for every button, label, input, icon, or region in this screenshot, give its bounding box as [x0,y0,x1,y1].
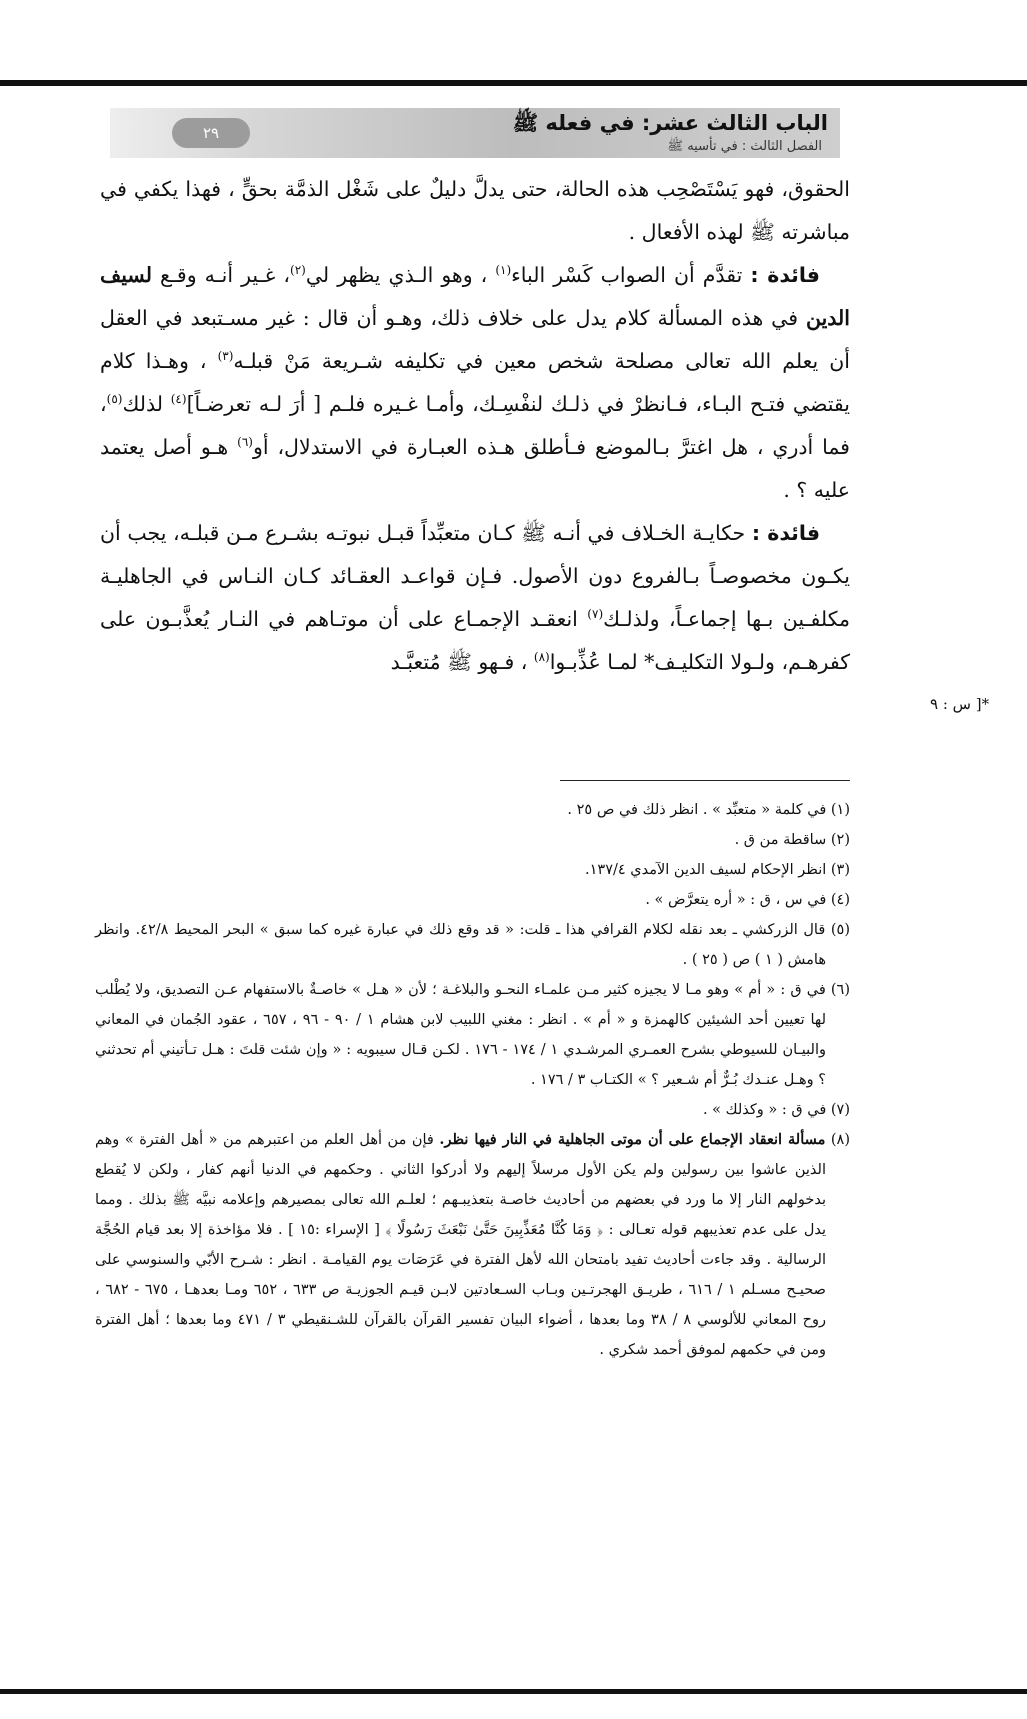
footnote-1: (١) في كلمة « متعبِّد » . انظر ذلك في ص ٢٥ . [567,802,850,818]
main-text [100,168,850,684]
footnote-3: (٣) انظر الإحكام لسيف الدين الآمدي ١٣٧/٤. [585,862,850,878]
paragraph-3: فائدة : حكايـة الخـلاف في أنـه ﷺ كـان متعبِّداً قبـل نبوتـه بشـرع مـن قبلـه، يجب أن يكـون مخصوصـاً بـالفروع دون الأصول. فـإن قواعـد العقـائد كـان النـاس في الجاهليـة مكلفـين بـها إجماعـاً، ولذلـك$^{(٧)}$ انعقـد الإجمـاع على أن موتـاهم في النـار يُعذَّبـون على كفرهـم، ولـولا التكليـف* لمـا عُذِّبـوا$^{(٨)}$ ، فـهو ﷺ مُتعبَّـد [100,521,851,674]
footnote-6: (٦) في ق : « أم » وهو مـا لا يجيزه كثير مـن علمـاء النحـو والبلاغـة ؛ لأن « هـل » خاصـةٌ بالاستفهام عـن التصديق، ولا يُطْلب لها تعيين أحد الشيئين كالهمزة و « أم » . انظر : مغني اللبيب لابن هشام ١ / ٩٠ - ٩٦ ، ٦٥٧ ، عقود الجُمان في المعاني والبيـان للسيوطي بشرح العمـري المرشـدي ١ / ١٧٤ - ١٧٦ . لكـن قـال سيبويه : « وإن شئت قلتَ : هـل تـأتيني أم تحدثني ؟ وهـل عنـدك بُـرٌّ أم شـعير ؟ » الكتـاب ٣ / ١٧٦ . [95,982,850,1088]
footnote-ref[interactable]: (٢) [290,263,306,278]
footnote-ref[interactable]: (٧) [587,607,604,622]
footnote-5: (٥) قال الزركشي ـ بعد نقله لكلام القرافي هذا ـ قلت: « قد وقع ذلك في عبارة غيره كما سبق » البحر المحيط ٤٢/٨. وانظر هامش ( ١ ) ص ( ٢٥ ) . [95,922,850,968]
footnote-ref[interactable]: (٥) [106,392,123,407]
footnote-ref[interactable]: (٦) [237,435,253,450]
footnote-ref[interactable]: (١) [495,263,512,278]
chapter-title: الباب الثالث عشر: في فعله ﷺ [512,111,828,135]
footnote-separator [560,780,850,781]
emphasized-name: لسيف الدين [100,263,850,330]
page-number: ٢٩ [172,118,250,148]
footnote-ref[interactable]: (٨) [533,650,550,665]
paragraph-1: الحقوق، فهو يَسْتَصْحِب هذه الحالة، حتى يدلَّ دليلٌ على شَغْل الذمَّة بحقٍّ ، فهذا يكفي في مباشرته ﷺ لهذه الأفعال . [100,177,850,244]
footnote-8: (٨) مسألة انعقاد الإجماع على أن موتى الجاهلية في النار فيها نظر. فإن من أهل العلم من اعتبرهم من « أهل الفترة » وهم الذين عاشوا بين رسولين ولم يكن الأول مرسلاً إليهم ولا أدركوا الثاني . وحكمهم في الدنيا أنهم كفار ، ولكن لا يُقطع بدخولهم النار إلا ما ورد في بعضهم من أحاديث خاصـة بتعذيبـهم ؛ لعلـم الله تعالى بمصيرهم وإعلامه نبيَّه ﷺ بذلك . ومما يدل على عدم تعذيبهم قوله تعـالى : ﴿ وَمَا كُنَّا مُعَذِّبِينَ حَتَّىٰ نَبْعَثَ رَسُولًا ﴾ [ الإسراء :١٥ ] . فلا مؤاخذة إلا بعد قيام الحُجَّة الرسالية . وقد جاءت أحاديث تفيد بامتحان الله لأهل الفترة في عَرَصَات يوم القيامـة . انظر : شـرح الأبّي والسنوسي على صحيـح مسـلم ١ / ٦١٦ ، طريـق الهجرتـين وبـاب السـعادتين لابـن قيـم الجوزيـة ص ٦٣٣ ، ٦٥٢ ومـا بعدهـا ، ٦٧٥ - ٦٨٢ ، روح المعاني للألوسي ٨ / ٣٨ وما بعدها ، أضواء البيان تفسير القرآن بالقرآن للشـنقيطي ٣ / ٤٧١ وما بعدها ؛ أهل الفترة ومن في حكمهم لموفق أحمد شكري . [95,1131,850,1358]
top-rule [0,80,1027,86]
bottom-rule [0,1689,1027,1694]
footnote-ref[interactable]: (٣) [217,349,234,364]
footnote-4: (٤) في س ، ق : « أره يتعرَّض » . [645,892,850,908]
paragraph-2: فائدة : تقدَّم أن الصواب كَسْر الباء$^{(١)}$ ، وهو الـذي يظهر لي$^{(٢)}$، غـير أنـه وقـع لسيف الدين في هذه المسألة كلام يدل على خلاف ذلك، وهـو أن قال : غير مسـتبعد في العقل أن يعلم الله تعالى مصلحة شخص معين في تكليفه شـريعة مَنْ قبلـه$^{(٣)}$ ، وهـذا كلام يقتضي فتـح البـاء، فـانظرْ في ذلـك لنفْسِـك، وأمـا غـيره فلـم [ أرَ لـه تعرضـاً]$^{(٤)}$ لذلك$^{(٥)}$، فما أدري ، هل اغترَّ بـالموضع فـأطلق هـذه العبـارة في الاستدلال، أو$^{(٦)}$ هـو أصل يعتمد عليه ؟ . [100,263,851,502]
footnotes [95,795,850,1365]
margin-note: *[ س : ٩ [930,695,990,713]
footnote-7: (٧) في ق : « وكذلك » . [702,1102,850,1118]
running-header [110,108,840,158]
benefit-label: فائدة : [751,521,820,545]
section-title: الفصل الثالث : في تأسيه ﷺ [667,139,822,154]
footnote-ref[interactable]: (٤) [170,392,187,407]
benefit-label: فائدة : [750,263,820,287]
footnote-8-heading: مسألة انعقاد الإجماع على أن موتى الجاهلية في النار فيها نظر. [439,1131,826,1148]
footnote-2: (٢) ساقطة من ق . [734,832,850,848]
